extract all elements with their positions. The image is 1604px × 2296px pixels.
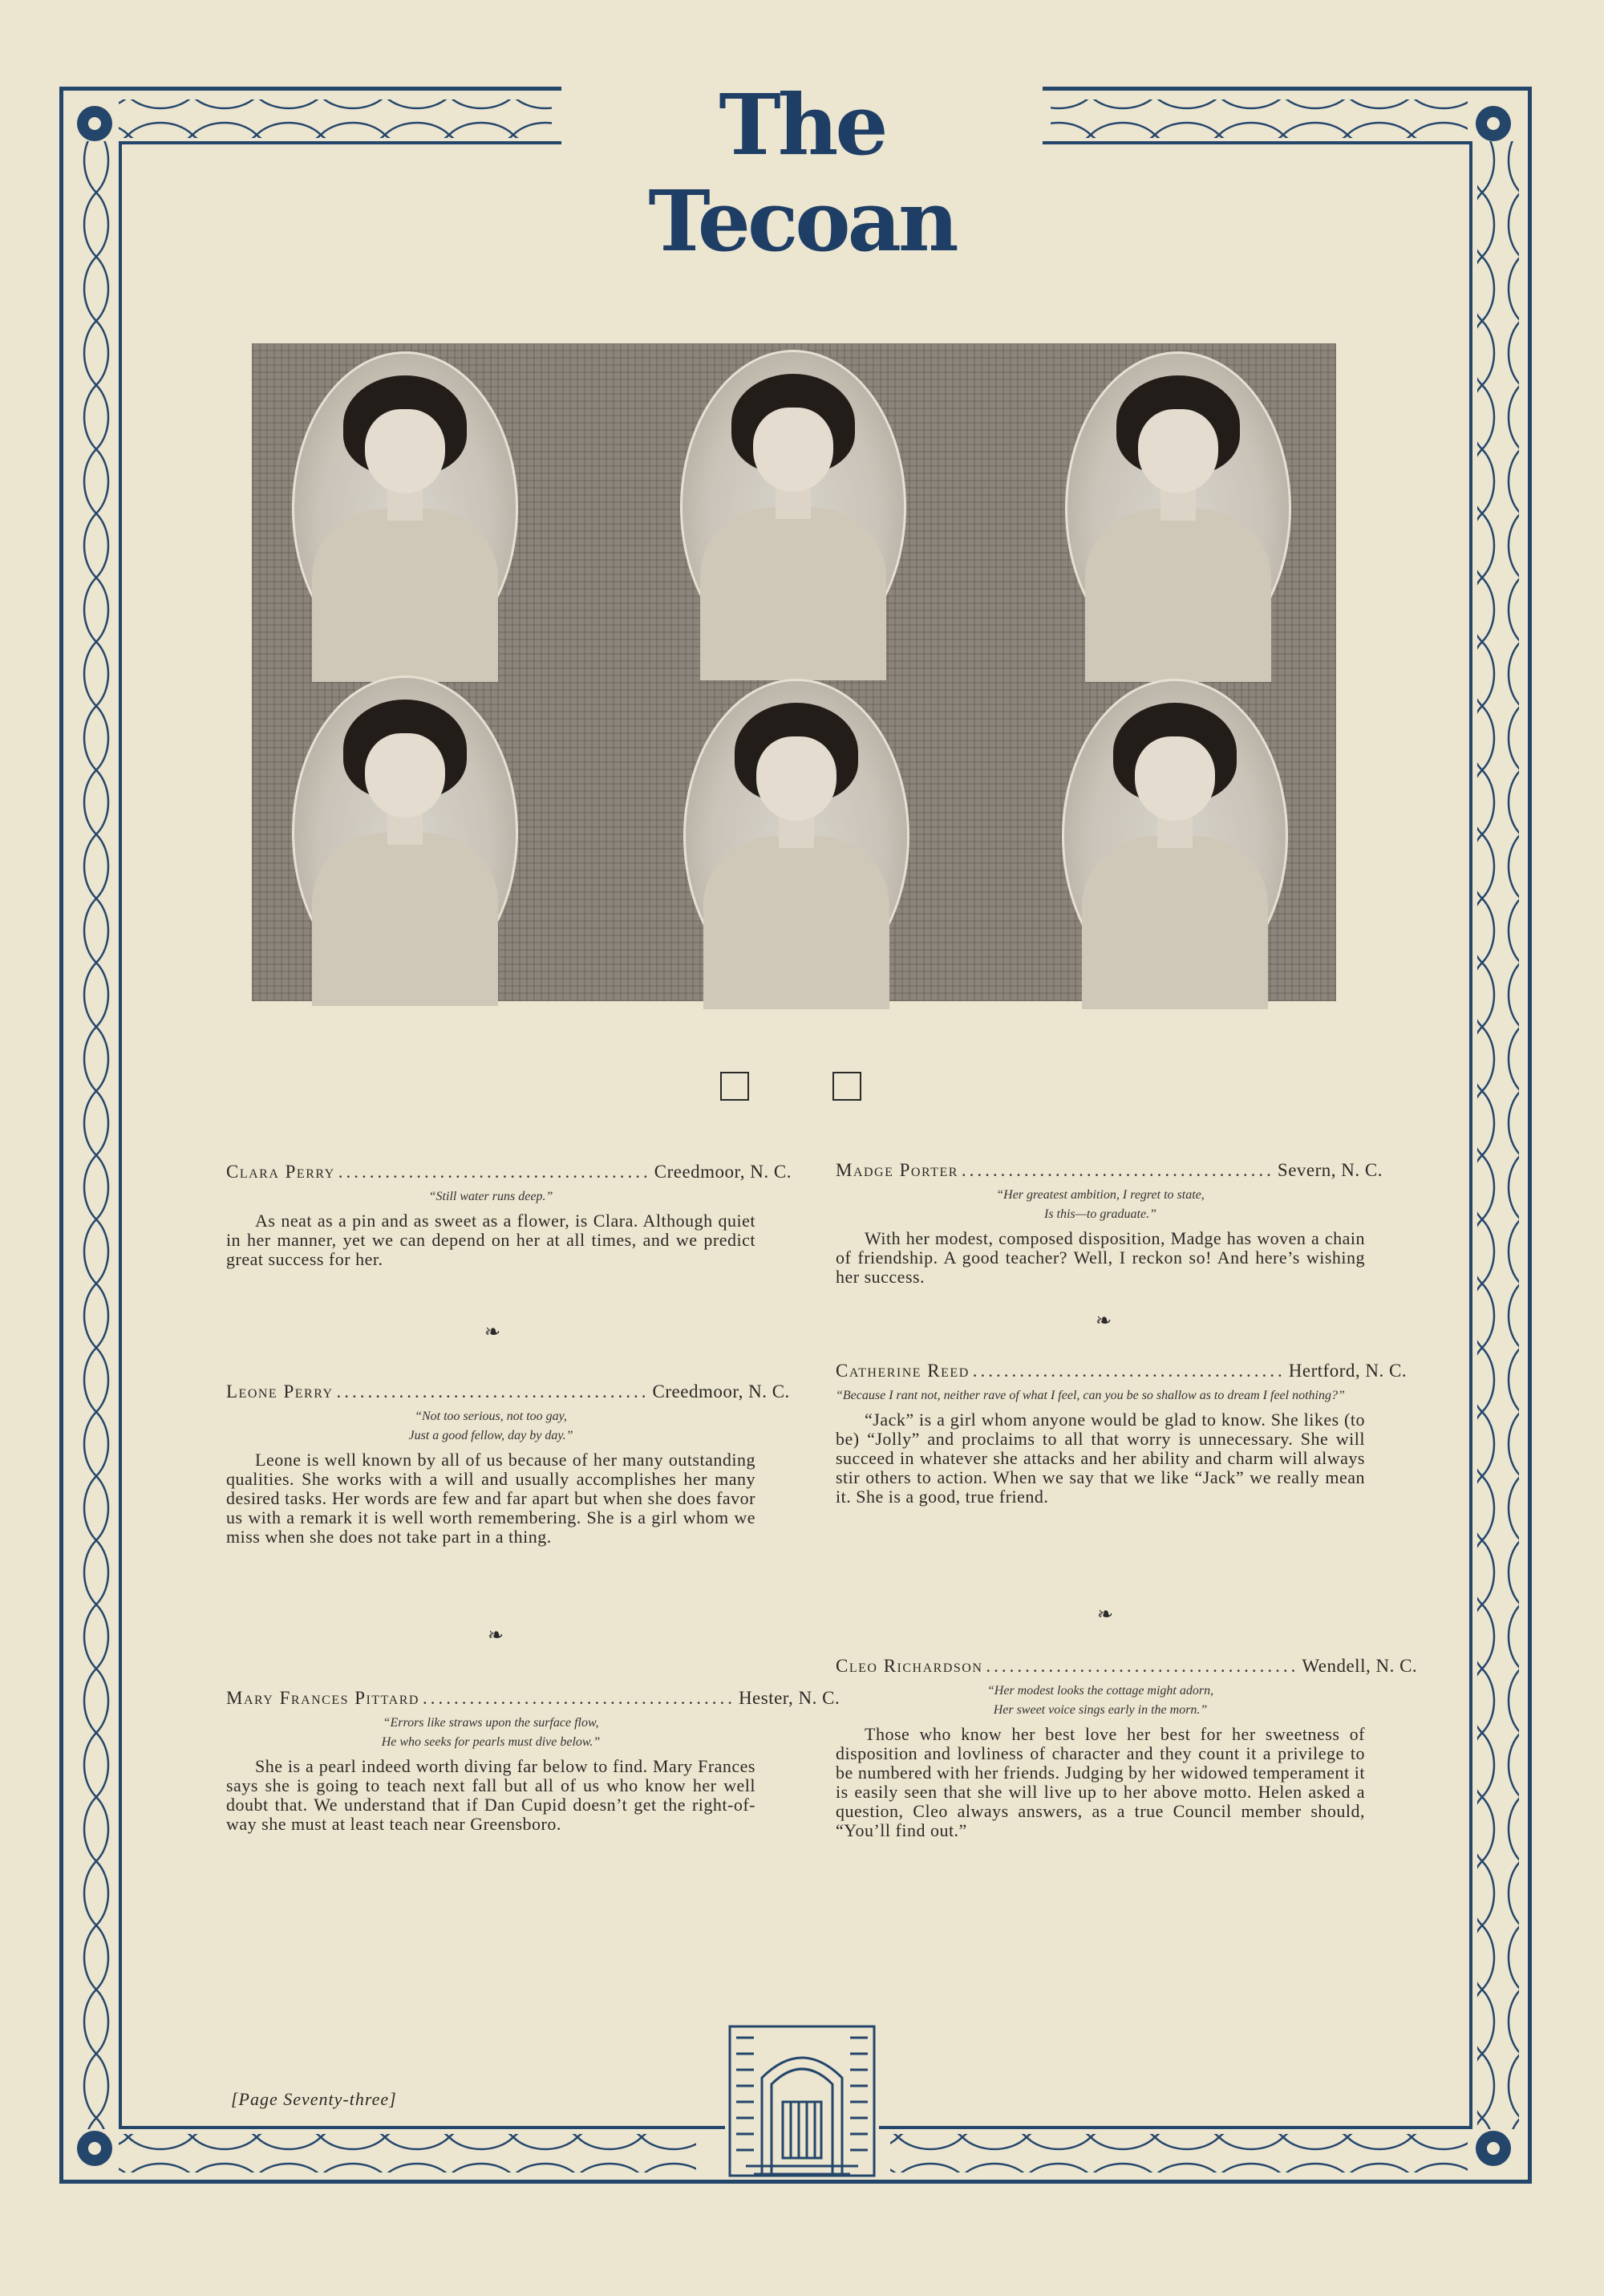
biography-entry — [226, 1688, 840, 1834]
biography-entry — [226, 1162, 792, 1269]
student-name: Mary Frances Pittard — [226, 1688, 419, 1708]
biography-text: Leone is well known by all of us because of her many outstanding qualities. She works with a will and usually accomplishes her many desired tasks. Her words are few and far apart but when she does favor us with a remark it is well worth remembering. She is a girl whom we miss when she does not take part in a thing. — [226, 1450, 755, 1547]
student-name: Madge Porter — [836, 1160, 958, 1180]
student-name: Catherine Reed — [836, 1361, 970, 1381]
fleuron-icon: ❧ — [1095, 1311, 1112, 1332]
square-ornament-icon — [720, 1072, 749, 1101]
leader-dots: ........................................ — [336, 1381, 650, 1402]
portrait-photo — [292, 675, 518, 990]
motto: “Because I rant not, neither rave of what I feel, can you be so shallow as to dream I feel nothing?” — [836, 1389, 1345, 1402]
leader-dots: ........................................ — [972, 1361, 1286, 1381]
square-ornament-icon — [832, 1072, 861, 1101]
motto: “Errors like straws upon the surface flow, He who seeks for pearls must dive below.” — [381, 1716, 601, 1749]
portrait-photo — [683, 679, 909, 993]
fleuron-icon: ❧ — [1096, 1604, 1114, 1625]
doorway-ornament — [722, 2022, 882, 2182]
student-name: Cleo Richardson — [836, 1656, 983, 1676]
student-hometown: Creedmoor, N. C. — [652, 1381, 790, 1402]
biography-text: With her modest, composed disposition, Madge has woven a chain of friendship. A good teacher? Well, I reckon so! And here’s wishing her success. — [836, 1228, 1365, 1287]
student-hometown: Creedmoor, N. C. — [654, 1162, 792, 1182]
biography-text: “Jack” is a girl whom anyone would be glad to know. She likes (to be) “Jolly” and proclaims to all that worry is unnecessary. She will succeed in whatever she attacks and her ability and charm will always stir others to action. When we say that we like “Jack” we really mean it. She is a good, true friend. — [836, 1410, 1365, 1507]
student-hometown: Severn, N. C. — [1277, 1160, 1383, 1180]
student-name: Clara Perry — [226, 1162, 335, 1182]
biography-entry — [836, 1160, 1383, 1287]
motto: “Her greatest ambition, I regret to state, Is this—to graduate.” — [996, 1188, 1205, 1221]
biography-text: She is a pearl indeed worth diving far below to find. Mary Frances says she is going to teach next fall but all of us who know her well doubt that. We understand that if Dan Cupid doesn’t get the right-of-way she must at least teach near Greensboro. — [226, 1756, 755, 1834]
student-hometown: Wendell, N. C. — [1302, 1656, 1418, 1676]
leader-dots: ........................................ — [986, 1656, 1299, 1676]
biography-entry — [836, 1656, 1418, 1840]
leader-dots: ........................................ — [422, 1688, 735, 1708]
portrait-panel — [252, 343, 1336, 1001]
fleuron-icon: ❧ — [484, 1322, 501, 1343]
page-title: The Tecoan — [561, 77, 1043, 173]
motto: “Still water runs deep.” — [428, 1190, 553, 1203]
leader-dots: ........................................ — [338, 1162, 651, 1182]
page-number: [Page Seventy-three] — [231, 2089, 397, 2109]
student-hometown: Hertford, N. C. — [1288, 1361, 1408, 1381]
leader-dots: ........................................ — [961, 1160, 1274, 1180]
student-name: Leone Perry — [226, 1381, 334, 1402]
biography-entry — [836, 1361, 1408, 1507]
biography-text: Those who know her best love her best for her sweetness of disposition and lovliness of character and they count it a privilege to be numbered with her friends. Judging by her widowed temperament it is easily seen that she will live up to her above motto. Helen asked a question, Cleo always answers, as a true Council member should, “You’ll find out.” — [836, 1724, 1365, 1840]
portrait-photo — [292, 351, 518, 666]
portrait-photo — [1065, 351, 1291, 666]
fleuron-icon: ❧ — [487, 1625, 504, 1646]
biography-entry — [226, 1381, 790, 1547]
biography-text: As neat as a pin and as sweet as a flower, is Clara. Although quiet in her manner, yet we can depend on her at all times, and we predict great success for her. — [226, 1211, 755, 1269]
motto: “Her modest looks the cottage might adorn, Her sweet voice sings early in the morn.” — [986, 1684, 1214, 1717]
portrait-photo — [1062, 679, 1288, 993]
student-hometown: Hester, N. C. — [738, 1688, 840, 1708]
motto: “Not too serious, not too gay, Just a good fellow, day by day.” — [408, 1410, 573, 1442]
portrait-photo — [680, 350, 906, 664]
